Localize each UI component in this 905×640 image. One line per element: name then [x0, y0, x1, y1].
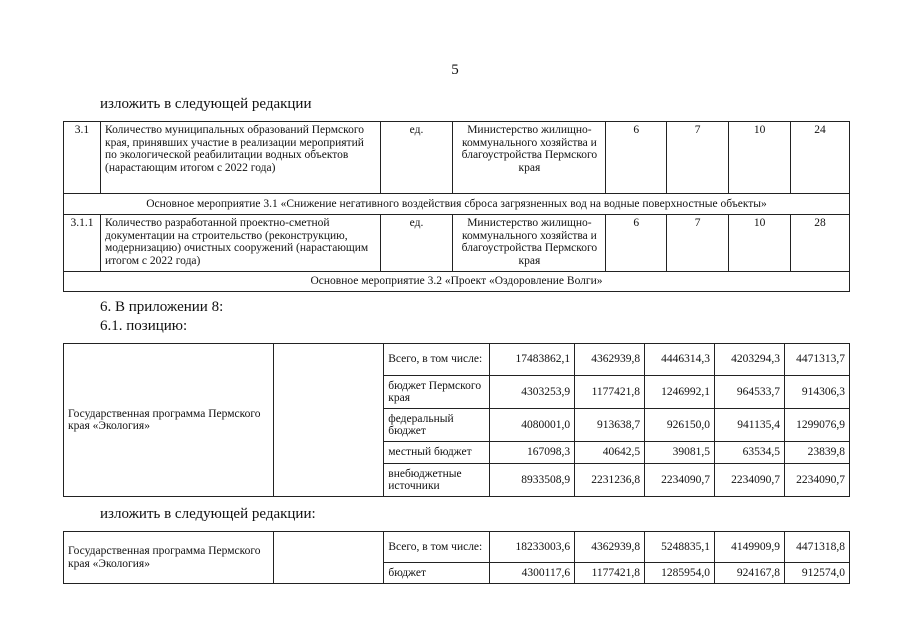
row-number: 3.1.1	[64, 215, 101, 272]
indicator-name: Количество разработанной проектно-сметной документации на строительство (реконструкцию, модернизацию) очистных сооружений (нарастающим итогом с 2022 года)	[100, 215, 380, 272]
table-row	[64, 272, 850, 292]
value-cell: 2234090,7	[784, 464, 849, 497]
value-cell: 63534,5	[715, 442, 785, 464]
value-cell: 7	[667, 122, 729, 194]
funding-source: местный бюджет	[384, 442, 490, 464]
unit-cell: ед.	[380, 215, 453, 272]
indicator-name: Количество муниципальных образований Пермского края, принявших участие в реализации мероприятий по экологической реабилитации водных объектов (нарастающим итогом с 2022 года)	[100, 122, 380, 194]
table-row	[64, 215, 850, 272]
value-cell: 4303253,9	[490, 376, 575, 409]
value-cell: 1246992,1	[645, 376, 715, 409]
funding-source: Всего, в том числе:	[384, 532, 490, 563]
funding-source: федеральный бюджет	[384, 409, 490, 442]
subsection-heading: 6.1. позицию:	[100, 318, 188, 334]
value-cell: 4149909,9	[715, 532, 785, 563]
table-row	[64, 122, 850, 194]
value-cell: 28	[791, 215, 850, 272]
value-cell: 1285954,0	[645, 563, 715, 584]
section-heading: 6. В приложении 8:	[100, 299, 224, 315]
row-number: 3.1	[64, 122, 101, 194]
value-cell: 2234090,7	[715, 464, 785, 497]
instruction-heading: изложить в следующей редакции	[100, 96, 312, 112]
value-cell: 924167,8	[715, 563, 785, 584]
main-activity-row: Основное мероприятие 3.1 «Снижение негативного воздействия сброса загрязненных вод на водные поверхностные объекты»	[64, 194, 850, 215]
value-cell: 4203294,3	[715, 344, 785, 376]
value-cell: 913638,7	[575, 409, 645, 442]
value-cell: 4300117,6	[490, 563, 575, 584]
value-cell: 8933508,9	[490, 464, 575, 497]
value-cell: 4080001,0	[490, 409, 575, 442]
value-cell: 1177421,8	[575, 376, 645, 409]
main-activity-row: Основное мероприятие 3.2 «Проект «Оздоровление Волги»	[64, 272, 850, 292]
value-cell: 4362939,8	[575, 344, 645, 376]
value-cell: 10	[729, 215, 791, 272]
value-cell: 5248835,1	[645, 532, 715, 563]
value-cell: 17483862,1	[490, 344, 575, 376]
value-cell: 926150,0	[645, 409, 715, 442]
funding-table-new	[63, 531, 850, 584]
value-cell: 167098,3	[490, 442, 575, 464]
value-cell: 2231236,8	[575, 464, 645, 497]
value-cell: 40642,5	[575, 442, 645, 464]
empty-cell	[273, 344, 384, 497]
value-cell: 39081,5	[645, 442, 715, 464]
responsible-org: Министерство жилищно-коммунального хозяйства и благоустройства Пермского края	[453, 122, 606, 194]
value-cell: 964533,7	[715, 376, 785, 409]
value-cell: 1177421,8	[575, 563, 645, 584]
value-cell: 4362939,8	[575, 532, 645, 563]
value-cell: 18233003,6	[490, 532, 575, 563]
empty-cell	[273, 532, 384, 584]
value-cell: 10	[729, 122, 791, 194]
program-name: Государственная программа Пермского края «Экология»	[64, 344, 274, 497]
value-cell: 1299076,9	[784, 409, 849, 442]
funding-source: бюджет Пермского края	[384, 376, 490, 409]
value-cell: 23839,8	[784, 442, 849, 464]
funding-table-old	[63, 343, 850, 497]
value-cell: 6	[606, 215, 667, 272]
unit-cell: ед.	[380, 122, 453, 194]
value-cell: 6	[606, 122, 667, 194]
value-cell: 941135,4	[715, 409, 785, 442]
funding-source: Всего, в том числе:	[384, 344, 490, 376]
value-cell: 7	[667, 215, 729, 272]
table-row	[64, 344, 850, 376]
funding-source: внебюджетные источники	[384, 464, 490, 497]
program-name: Государственная программа Пермского края «Экология»	[64, 532, 274, 584]
value-cell: 914306,3	[784, 376, 849, 409]
page-number: 5	[451, 62, 459, 78]
value-cell: 4471313,7	[784, 344, 849, 376]
instruction-heading: изложить в следующей редакции:	[100, 506, 316, 522]
value-cell: 2234090,7	[645, 464, 715, 497]
value-cell: 912574,0	[784, 563, 849, 584]
value-cell: 4471318,8	[784, 532, 849, 563]
table-row	[64, 194, 850, 215]
value-cell: 4446314,3	[645, 344, 715, 376]
value-cell: 24	[791, 122, 850, 194]
funding-source: бюджет	[384, 563, 490, 584]
responsible-org: Министерство жилищно-коммунального хозяйства и благоустройства Пермского края	[453, 215, 606, 272]
table-row	[64, 532, 850, 563]
indicators-table	[63, 121, 850, 292]
